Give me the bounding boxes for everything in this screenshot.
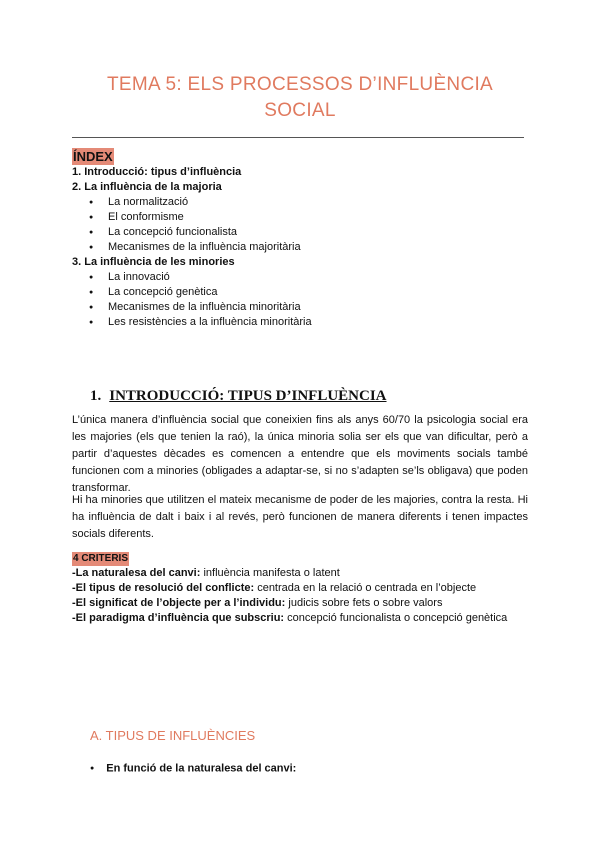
index-heading: ÍNDEX — [73, 149, 113, 164]
criteria-item — [72, 611, 532, 626]
section-1-paragraph-1: L’única manera d’influència social que coneixien fins als anys 60/70 la psicologia social era les majories (els que tenien la raó), la única minoria solia ser els que van dificultar, però a partir d’aquestes dècades es comencen a entendre que els moviments socials també funcionen com a minories (obligades a adaptar-se, si no s’adapten se’ls obligava) que poden transformar. — [72, 414, 528, 494]
list-item: ● Mecanismes de la influència majoritària — [72, 240, 528, 255]
list-item: ● Les resistències a la influència minoritària — [72, 315, 528, 330]
criteria-text: centrada en la relació o centrada en l’objecte — [254, 582, 477, 594]
section-1-heading — [90, 386, 387, 406]
index-section-2: 2. La influència de la majoria — [72, 181, 222, 193]
index-section-1: 1. Introducció: tipus d’influència — [72, 166, 242, 178]
index-section-2-list — [72, 195, 528, 255]
index-section-3: 3. La influència de les minories — [72, 256, 235, 268]
list-item: ● El conformisme — [72, 210, 528, 225]
criteria-text: judicis sobre fets o sobre valors — [285, 597, 443, 609]
criteria-label: -La naturalesa del canvi: — [72, 567, 201, 579]
section-1-paragraph-2: Hi ha minories que utilitzen el mateix mecanisme de poder de les majories, contra la resta. Hi ha influència de dalt i baix i al revés, però funcionen de manera diferents i tenen impactes socials diferents. — [72, 494, 528, 540]
list-item: ● Mecanismes de la influència minoritària — [72, 300, 528, 315]
bullet-icon: ● — [90, 765, 95, 772]
bullet-item — [90, 761, 296, 776]
criteria-heading: 4 CRITERIS — [73, 553, 129, 564]
criteria-item — [72, 581, 532, 596]
criteria-text: influència manifesta o latent — [200, 567, 340, 579]
criteria-item — [72, 566, 532, 581]
list-item: ● La concepció funcionalista — [72, 225, 528, 240]
section-1-title: INTRODUCCIÓ: TIPUS D’INFLUÈNCIA — [109, 388, 387, 404]
list-item: ● La innovació — [72, 270, 528, 285]
criteria-label: -El paradigma d’influència que subscriu: — [72, 612, 285, 624]
subsection-a-heading: A. TIPUS DE INFLUÈNCIES — [90, 728, 256, 743]
criteria-item — [72, 596, 532, 611]
criteria-block — [72, 552, 532, 626]
bullet-text: En funció de la naturalesa del canvi: — [106, 762, 297, 775]
criteria-label: -El significat de l’objecte per a l’individu: — [72, 597, 286, 609]
list-item: ● La normalització — [72, 195, 528, 210]
list-item: ● La concepció genètica — [72, 285, 528, 300]
index-section-3-list — [72, 270, 528, 330]
section-1-number: 1. — [90, 388, 102, 404]
title-line-2: SOCIAL — [264, 100, 336, 121]
index-block — [72, 148, 528, 330]
title-divider — [72, 137, 524, 138]
document-title — [72, 72, 528, 124]
criteria-label: -El tipus de resolució del conflicte: — [72, 582, 255, 594]
title-line-1: TEMA 5: ELS PROCESSOS D’INFLUÈNCIA — [106, 74, 494, 95]
criteria-text: concepció funcionalista o concepció genètica — [284, 612, 508, 624]
